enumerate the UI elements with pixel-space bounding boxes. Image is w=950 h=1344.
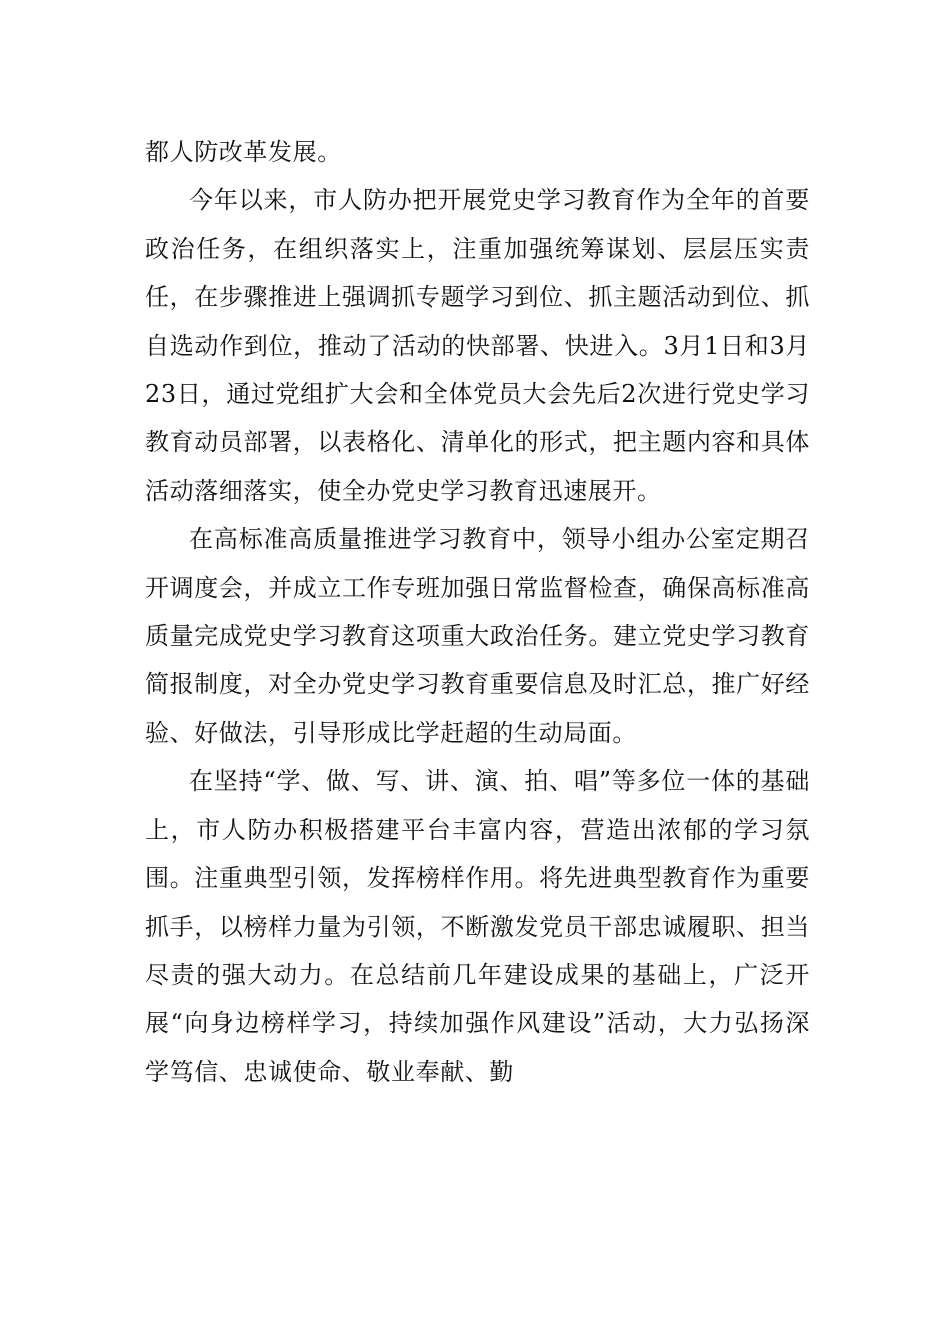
paragraph-continuation: 都人防改革发展。 <box>145 138 342 166</box>
document-body <box>145 128 810 1096</box>
paragraph-role-model-activities: 在坚持“学、做、写、讲、演、拍、唱”等多位一体的基础上，市人防办积极搭建平台丰富内容，营造出浓郁的学习氛围。注重典型引领，发挥榜样作用。将先进典型教育作为重要抓手，以榜样力量为引领，不断激发党员干部忠诚履职、担当尽责的强大动力。在总结前几年建设成果的基础上，广泛开展“向身边榜样学习，持续加强作风建设”活动，大力弘扬深学笃信、忠诚使命、敬业奉献、勤 <box>145 767 810 1086</box>
paragraph-supervision-and-briefing: 在高标准高质量推进学习教育中，领导小组办公室定期召开调度会，并成立工作专班加强日常监督检查，确保高标准高质量完成党史学习教育这项重大政治任务。建立党史学习教育简报制度，对全办党史学习教育重要信息及时汇总，推广好经验、好做法，引导形成比学赶超的生动局面。 <box>145 525 810 747</box>
paragraph-party-history-mobilization: 今年以来，市人防办把开展党史学习教育作为全年的首要政治任务，在组织落实上，注重加强统筹谋划、层层压实责任，在步骤推进上强调抓专题学习到位、抓主题活动到位、抓自选动作到位，推动了活动的快部署、快进入。3月1日和3月23日，通过党组扩大会和全体党员大会先后2次进行党史学习教育动员部署，以表格化、清单化的形式，把主题内容和具体活动落细落实，使全办党史学习教育迅速展开。 <box>145 186 810 505</box>
